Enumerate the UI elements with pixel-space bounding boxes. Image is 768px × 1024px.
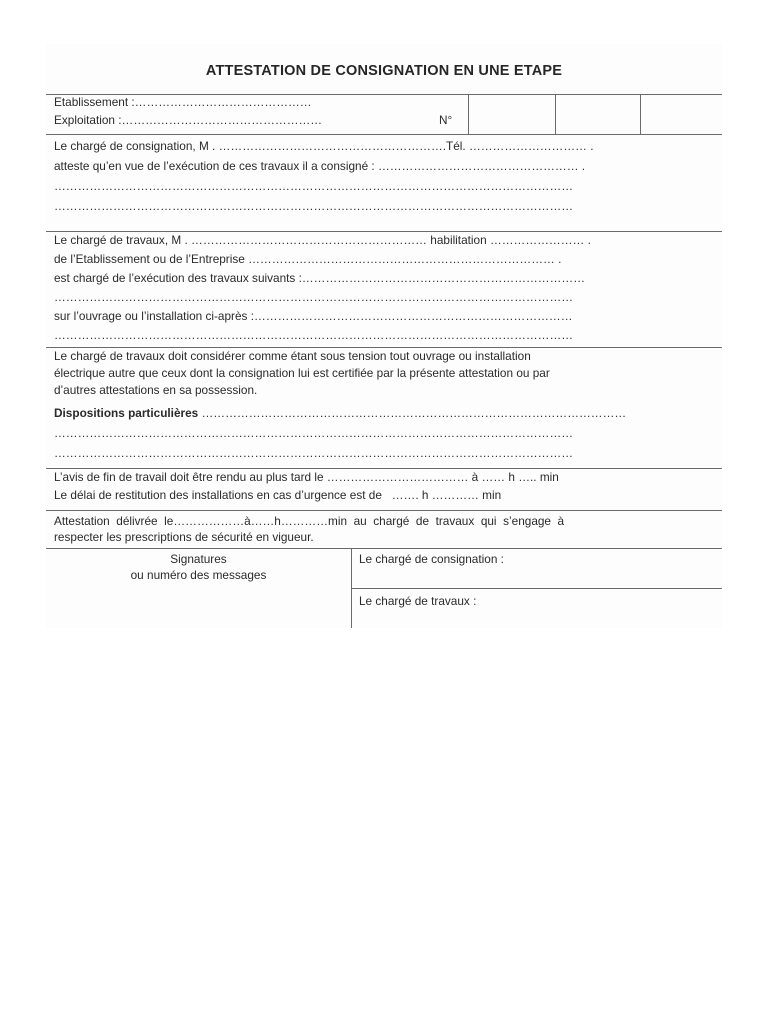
signature-consignation-label: Le chargé de consignation : [359,552,504,566]
header-cell-divider [468,94,469,134]
attestation-form [46,44,722,628]
signature-travaux-field[interactable] [353,610,721,627]
warning-text: Le chargé de travaux doit considérer comme étant sous tension tout ouvrage ou installation [54,349,531,363]
dispositions-line[interactable]: …………………………………………………………………………………………………………………… [54,426,574,440]
numero-label: N° [439,113,453,127]
travaux-line[interactable]: …………………………………………………………………………………………………………………… [54,290,574,304]
signatures-heading: Signatures [170,552,227,566]
consignation-line[interactable]: …………………………………………………………………………………………………………………… [54,179,574,193]
fin-travail-line[interactable]: L’avis de fin de travail doit être rendu au plus tard le ……………………………… à …… h ….. min [54,470,559,484]
dispositions-line[interactable] [54,406,626,420]
signature-consignation-field[interactable] [353,568,721,587]
restitution-line[interactable]: Le délai de restitution des installations en cas d’urgence est de ……. h ………… min [54,488,502,502]
header-cell-divider [640,94,641,134]
consignation-line[interactable]: Le chargé de consignation, M . ………………………………………………….Tél. ………………………… . [54,139,594,153]
attestation-line[interactable]: Attestation délivrée le………………à……h…………min au chargé de travaux qui s’engage à [54,514,565,528]
consignation-line[interactable]: atteste qu’en vue de l’exécution de ces travaux il a consigné : …………………………………………… . [54,159,586,173]
form-title: ATTESTATION DE CONSIGNATION EN UNE ETAPE [205,63,563,79]
dispositions-line[interactable]: …………………………………………………………………………………………………………………… [54,446,574,460]
header-cell-divider [555,94,556,134]
travaux-line[interactable]: sur l’ouvrage ou l’installation ci-après :……………………………………………………………………… [54,309,573,323]
travaux-line[interactable]: Le chargé de travaux, M . …………………………………………………… habilitation …………………… . [54,233,591,247]
travaux-line[interactable]: est chargé de l’exécution des travaux suivants :……………………………………………………………… [54,271,585,285]
divider [46,134,722,135]
warning-text: électrique autre que ceux dont la consignation lui est certifiée par la présente attestation ou par [54,366,550,380]
dispositions-dots[interactable]: ……………………………………………………………………………………………… [198,406,627,420]
signatures-subheading: ou numéro des messages [130,568,267,582]
signature-travaux-label: Le chargé de travaux : [359,594,477,608]
consignation-line[interactable]: …………………………………………………………………………………………………………………… [54,199,574,213]
divider [46,510,722,511]
travaux-line[interactable]: de l’Etablissement ou de l’Entreprise …………………………………………………………………… . [54,252,562,266]
warning-text: d’autres attestations en sa possession. [54,383,258,397]
etablissement-field[interactable]: Etablissement :……………………………………… [54,95,312,109]
exploitation-field[interactable]: Exploitation :…………………………………………… [54,113,323,127]
divider [352,588,722,589]
travaux-line[interactable]: …………………………………………………………………………………………………………………… [54,328,574,342]
divider [46,548,722,549]
attestation-line: respecter les prescriptions de sécurité en vigueur. [54,530,314,544]
dispositions-label: Dispositions particulières [54,406,199,420]
